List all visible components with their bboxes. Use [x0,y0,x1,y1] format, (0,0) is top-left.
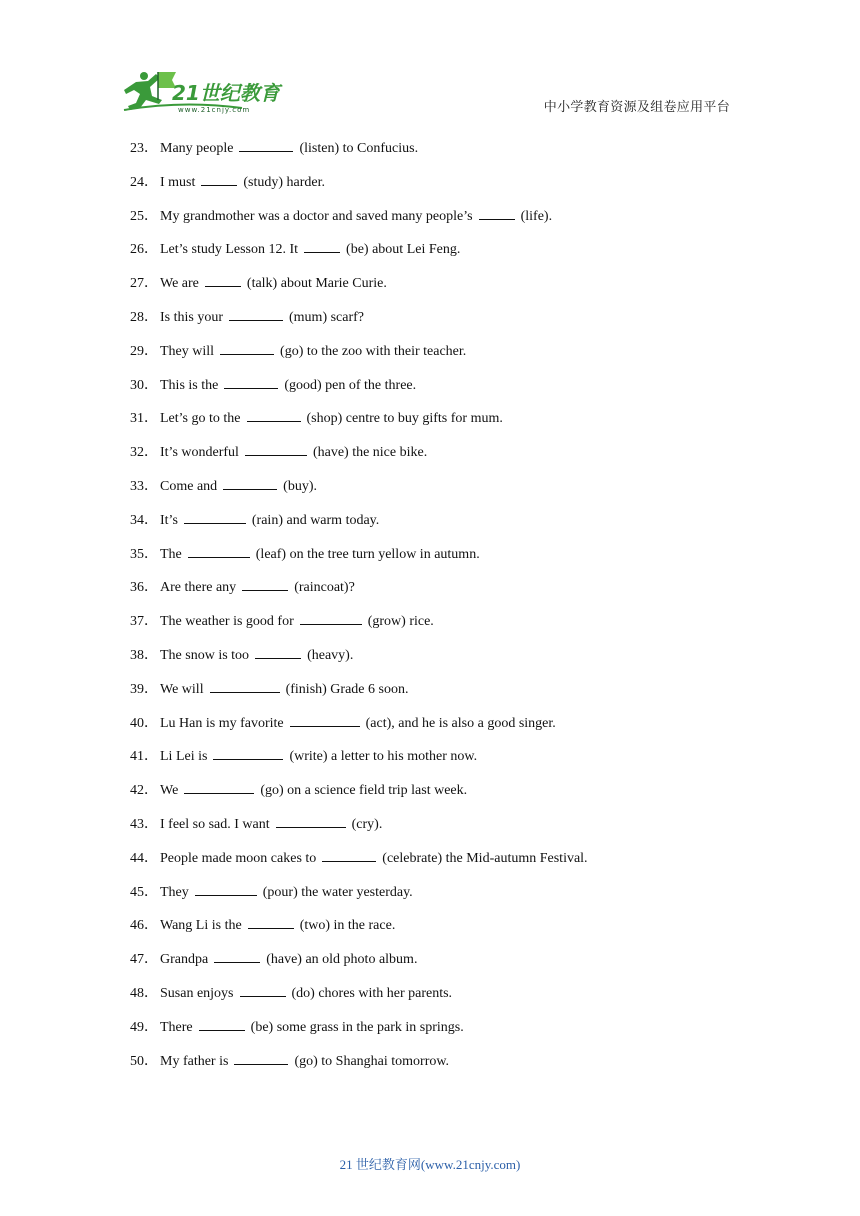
question-number: 36． [130,580,158,596]
question-text-after: (do) chores with her parents. [291,985,453,1001]
question-text-before: My father is [160,1053,229,1069]
question-item [130,779,750,813]
answer-blank[interactable] [195,881,257,896]
answer-blank[interactable] [242,576,288,591]
question-text-before: We will [160,681,204,697]
answer-blank[interactable] [247,407,301,422]
question-text-after: (act), and he is also a good singer. [365,715,556,731]
answer-blank[interactable] [322,847,376,862]
question-number: 44． [130,850,158,866]
question-item [130,576,750,610]
question-number: 26． [130,242,158,258]
question-text-before: Let’s study Lesson 12. It [160,242,299,258]
question-number: 38． [130,647,158,663]
question-item [130,745,750,779]
answer-blank[interactable] [220,340,274,355]
answer-blank[interactable] [255,644,301,659]
question-text-before: Is this your [160,309,223,325]
question-item [130,543,750,577]
question-number: 39． [130,681,158,697]
question-number: 35． [130,546,158,562]
question-number: 48． [130,985,158,1001]
answer-blank[interactable] [210,678,280,693]
question-number: 49． [130,1019,158,1035]
question-text-after: (talk) about Marie Curie. [246,276,387,292]
question-number: 33． [130,478,158,494]
question-item [130,644,750,678]
question-text-before: Are there any [160,580,237,596]
question-item [130,407,750,441]
logo [122,70,292,114]
question-item [130,1050,750,1084]
question-number: 43． [130,816,158,832]
question-text-after: (grow) rice. [367,614,434,630]
question-text-after: (have) an old photo album. [266,952,418,968]
answer-blank[interactable] [239,137,293,152]
logo-text: 21世纪教育 [172,81,280,105]
answer-blank[interactable] [245,441,307,456]
question-item [130,712,750,746]
page-header [0,0,860,130]
question-item [130,678,750,712]
question-text-before: I must [160,174,196,190]
question-item [130,171,750,205]
question-text-before: The weather is good for [160,614,294,630]
question-number: 27． [130,276,158,292]
question-text-before: People made moon cakes to [160,850,317,866]
question-text-after: (good) pen of the three. [284,377,417,393]
question-item [130,948,750,982]
question-text-before: Grandpa [160,952,209,968]
question-item [130,982,750,1016]
page-footer: 21 世纪教育网(www.21cnjy.com) [339,1157,521,1172]
question-number: 32． [130,445,158,461]
question-text-before: Susan enjoys [160,985,234,1001]
question-text-after: (finish) Grade 6 soon. [285,681,409,697]
question-text-before: My grandmother was a doctor and saved many people’s [160,208,473,224]
question-text-before: The [160,546,182,562]
question-text-after: (go) to Shanghai tomorrow. [294,1053,450,1069]
answer-blank[interactable] [223,475,277,490]
question-text-after: (leaf) on the tree turn yellow in autumn. [255,546,480,562]
question-text-after: (two) in the race. [299,918,396,934]
question-item [130,238,750,272]
answer-blank[interactable] [479,205,515,220]
question-item [130,509,750,543]
question-item [130,374,750,408]
question-text-after: (rain) and warm today. [251,512,380,528]
question-number: 47． [130,952,158,968]
question-text-after: (celebrate) the Mid-autumn Festival. [382,850,588,866]
question-number: 46． [130,918,158,934]
question-text-after: (have) the nice bike. [312,445,428,461]
answer-blank[interactable] [276,813,346,828]
question-text-before: It’s [160,512,178,528]
answer-blank[interactable] [300,610,362,625]
question-text-after: (buy). [283,478,317,494]
question-number: 29． [130,343,158,359]
question-text-after: (listen) to Confucius. [299,141,419,156]
question-text-before: There [160,1019,193,1035]
question-item [130,272,750,306]
question-text-after: (write) a letter to his mother now. [289,749,478,765]
answer-blank[interactable] [240,982,286,997]
question-item [130,610,750,644]
question-text-before: This is the [160,377,219,393]
answer-blank[interactable] [205,272,241,287]
answer-blank[interactable] [248,914,294,929]
logo-url: www.21cnjy.com [178,106,251,114]
question-item [130,306,750,340]
question-number: 31． [130,411,158,427]
platform-tagline: 中小学教育资源及组卷应用平台 [543,100,730,115]
question-text-before: Come and [160,478,218,494]
question-text-after: (heavy). [307,647,354,663]
answer-blank[interactable] [199,1016,245,1031]
question-text-after: (be) about Lei Feng. [346,242,461,258]
answer-blank[interactable] [184,779,254,794]
answer-blank[interactable] [213,745,283,760]
answer-blank[interactable] [188,543,250,558]
question-text-before: They [160,884,189,900]
question-item [130,475,750,509]
question-item [130,847,750,881]
question-list [130,137,750,1083]
question-text-before: They will [160,343,215,359]
question-number: 42． [130,783,158,799]
answer-blank[interactable] [304,238,340,253]
question-text-before: Lu Han is my favorite [160,715,284,731]
question-text-before: The snow is too [160,647,250,663]
question-number: 24． [130,174,158,190]
question-number: 30． [130,377,158,393]
question-text-before: It’s wonderful [160,445,239,461]
question-item [130,881,750,915]
question-text-before: Many people [160,141,234,156]
question-text-before: We are [160,276,199,292]
question-number: 37． [130,614,158,630]
question-text-after: (go) to the zoo with their teacher. [280,343,467,359]
question-number: 34． [130,512,158,528]
question-text-after: (go) on a science field trip last week. [260,783,468,799]
answer-blank[interactable] [214,948,260,963]
question-text-after: (life). [520,208,553,224]
question-item [130,1016,750,1050]
question-text-before: I feel so sad. I want [160,816,270,832]
question-number: 50． [130,1053,158,1069]
runner-logo-icon [122,70,292,114]
question-item [130,205,750,239]
question-text-before: We [160,783,179,799]
question-number: 40． [130,715,158,731]
question-text-before: Li Lei is [160,749,208,765]
answer-blank[interactable] [184,509,246,524]
question-item [130,914,750,948]
question-item [130,441,750,475]
question-text-after: (be) some grass in the park in springs. [250,1019,464,1035]
answer-blank[interactable] [229,306,283,321]
question-text-after: (cry). [351,816,383,832]
question-text-before: Wang Li is the [160,918,242,934]
answer-blank[interactable] [224,374,278,389]
question-number: 25． [130,208,158,224]
question-text-after: (study) harder. [243,174,326,190]
question-text-before: Let’s go to the [160,411,241,427]
question-item [130,813,750,847]
question-text-after: (mum) scarf? [289,309,365,325]
answer-blank[interactable] [234,1050,288,1065]
question-item [130,340,750,374]
answer-blank[interactable] [201,171,237,186]
question-number: 41． [130,749,158,765]
question-number: 28． [130,309,158,325]
question-text-after: (pour) the water yesterday. [262,884,413,900]
answer-blank[interactable] [290,712,360,727]
question-text-after: (raincoat)? [294,580,355,596]
question-number: 45． [130,884,158,900]
question-number: 23． [130,141,158,156]
question-text-after: (shop) centre to buy gifts for mum. [306,411,503,427]
question-item [130,137,750,171]
